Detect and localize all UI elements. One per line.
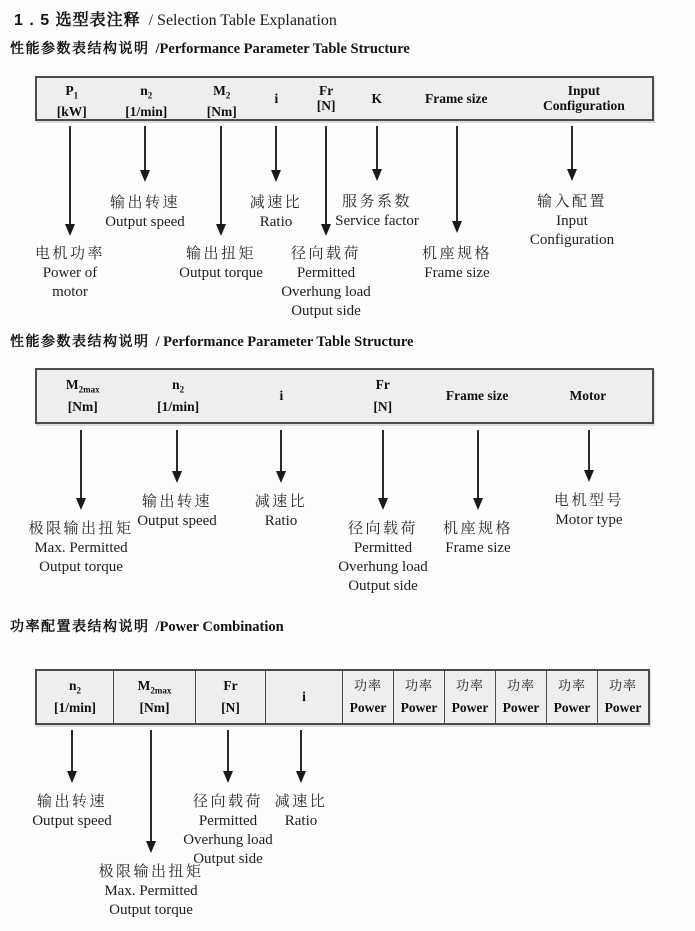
col-k <box>357 78 397 119</box>
col-m2 <box>186 78 258 119</box>
arrow-head-icon <box>65 224 75 236</box>
label-output-speed: 输出转速 Output speed <box>137 493 217 529</box>
col-p1 <box>37 78 107 119</box>
arrow-head-icon <box>76 498 86 510</box>
arrow-output-speed <box>139 126 151 182</box>
arrow-frame-size <box>451 126 463 233</box>
label-output-torque: 输出扭矩 Output torque <box>179 245 263 281</box>
col-unit: [1/min] <box>54 700 96 715</box>
power-cell: 功率 Power <box>496 671 547 723</box>
arrow-head-icon <box>567 169 577 181</box>
col-symbol: Motor <box>569 388 607 403</box>
label-frame-size: 机座规格 Frame size <box>421 245 493 281</box>
arrow-stem <box>456 126 457 221</box>
arrow-ratio <box>270 126 282 182</box>
label-input-configuration: 输入配置 Input Configuration <box>529 193 615 248</box>
arrow-head-icon <box>321 224 331 236</box>
col-fr <box>196 671 266 723</box>
arrow-max-output-torque <box>145 730 157 853</box>
arrow-motor-type <box>583 430 595 482</box>
col-symbol: i <box>274 90 279 106</box>
arrow-stem <box>144 126 145 170</box>
label-output-speed: 输出转速 Output speed <box>105 194 185 230</box>
arrow-output-speed <box>171 430 183 483</box>
arrow-head-icon <box>146 841 156 853</box>
arrow-stem <box>477 430 478 498</box>
arrow-stem <box>300 730 301 771</box>
arrow-head-icon <box>372 169 382 181</box>
col-frame-size <box>430 370 523 422</box>
col-unit: [Nm] <box>67 399 98 414</box>
col-m2max <box>114 671 196 723</box>
col-unit: [kW] <box>56 103 87 119</box>
section3-header-table <box>35 669 650 725</box>
arrow-ratio <box>275 430 287 483</box>
section3-heading <box>10 616 284 636</box>
arrow-head-icon <box>473 498 483 510</box>
arrow-stem <box>571 126 572 169</box>
label-overhung-load: 径向载荷 Permitted Overhung load Output side <box>183 793 273 867</box>
col-unit: Configuration <box>543 98 625 113</box>
col-unit: [N] <box>221 700 240 715</box>
arrow-stem <box>227 730 228 771</box>
arrow-head-icon <box>67 771 77 783</box>
section1-heading-zh: 性能参数表结构说明 <box>10 40 150 56</box>
col-symbol: $M_{2max}$ <box>65 377 100 395</box>
section2-heading <box>10 331 413 351</box>
arrow-overhung-load <box>222 730 234 783</box>
arrow-stem <box>80 430 81 498</box>
label-frame-size: 机座规格 Frame size <box>442 520 514 556</box>
col-m2max <box>37 370 128 422</box>
col-symbol: $n_2$ <box>172 377 185 395</box>
page-title-zh: 1 . 5 选型表注释 <box>14 12 141 29</box>
arrow-stem <box>71 730 72 771</box>
arrow-service-factor <box>371 126 383 181</box>
col-symbol: i <box>302 689 306 704</box>
arrow-stem <box>176 430 177 471</box>
col-i <box>266 671 343 723</box>
col-symbol: $n_2$ <box>140 83 153 101</box>
col-symbol: Frame size <box>445 388 509 403</box>
arrow-stem <box>588 430 589 470</box>
arrow-head-icon <box>378 498 388 510</box>
col-n2 <box>128 370 227 422</box>
section2-heading-en: / Performance Parameter Table Structure <box>155 334 414 350</box>
col-fr <box>295 78 357 119</box>
arrow-stem <box>150 730 151 841</box>
col-unit: [Nm] <box>206 103 237 119</box>
col-symbol: i <box>279 388 284 403</box>
col-input-configuration <box>516 78 652 119</box>
label-output-speed: 输出转速 Output speed <box>32 793 112 829</box>
arrow-stem <box>69 126 70 224</box>
arrow-head-icon <box>276 471 286 483</box>
power-cell: 功率 Power <box>445 671 496 723</box>
arrow-stem <box>220 126 221 224</box>
section3-heading-zh: 功率配置表结构说明 <box>10 618 150 634</box>
col-fr <box>335 370 430 422</box>
arrow-overhung-load <box>377 430 389 510</box>
col-unit: [1/min] <box>157 399 200 414</box>
section2-heading-zh: 性能参数表结构说明 <box>10 333 150 349</box>
label-max-output-torque: 极限输出扭矩 Max. Permitted Output torque <box>98 863 204 918</box>
arrow-stem <box>382 430 383 498</box>
power-cell: 功率 Power <box>604 678 642 715</box>
col-i <box>228 370 335 422</box>
power-cell: 功率 Power <box>343 671 394 723</box>
arrow-power-of-motor <box>64 126 76 236</box>
label-power-of-motor: 电机功率 Power of motor <box>34 245 106 300</box>
section1-heading <box>10 38 410 58</box>
arrow-output-torque <box>215 126 227 236</box>
col-motor <box>524 370 652 422</box>
col-frame-size <box>397 78 516 119</box>
label-service-factor: 服务系数 Service factor <box>335 193 419 229</box>
col-symbol: Fr <box>375 377 390 392</box>
col-symbol: $P_1$ <box>65 83 79 101</box>
arrow-head-icon <box>140 170 150 182</box>
arrow-frame-size <box>472 430 484 510</box>
col-symbol: $n_2$ <box>68 678 81 696</box>
col-symbol: K <box>371 90 383 106</box>
power-cell: 功率 Power <box>547 671 598 723</box>
arrow-head-icon <box>172 471 182 483</box>
col-unit: [1/min] <box>125 103 168 119</box>
col-unit: [N] <box>373 399 393 414</box>
section1-header-table <box>35 76 654 121</box>
arrow-stem <box>325 126 326 224</box>
col-unit: [N] <box>316 98 336 113</box>
section3-heading-en: /Power Combination <box>155 619 284 635</box>
label-motor-type: 电机型号 Motor type <box>553 492 625 528</box>
arrow-head-icon <box>452 221 462 233</box>
col-unit: [Nm] <box>139 700 170 715</box>
label-ratio: 减速比 Ratio <box>249 194 303 230</box>
col-symbol: $M_2$ <box>213 83 231 101</box>
section1-heading-en: /Performance Parameter Table Structure <box>155 41 410 57</box>
col-symbol: Input <box>567 83 601 98</box>
col-symbol: $M_{2max}$ <box>137 678 172 696</box>
arrow-stem <box>280 430 281 471</box>
arrow-head-icon <box>584 470 594 482</box>
page-title <box>14 7 337 30</box>
arrow-head-icon <box>296 771 306 783</box>
col-symbol: Frame size <box>424 90 488 106</box>
label-ratio: 减速比 Ratio <box>274 793 328 829</box>
arrow-head-icon <box>223 771 233 783</box>
col-n2 <box>37 671 114 723</box>
col-n2 <box>107 78 186 119</box>
section2-header-table <box>35 368 654 424</box>
label-max-output-torque: 极限输出扭矩 Max. Permitted Output torque <box>28 520 134 575</box>
arrow-stem <box>376 126 377 169</box>
arrow-ratio <box>295 730 307 783</box>
col-i <box>258 78 296 119</box>
page-title-en: / Selection Table Explanation <box>148 12 337 29</box>
col-symbol: Fr <box>318 83 334 98</box>
label-overhung-load: 径向载荷 Permitted Overhung load Output side <box>281 245 371 319</box>
arrow-output-speed <box>66 730 78 783</box>
arrow-head-icon <box>216 224 226 236</box>
arrow-stem <box>275 126 276 170</box>
label-ratio: 减速比 Ratio <box>254 493 308 529</box>
arrow-max-output-torque <box>75 430 87 510</box>
arrow-overhung-load <box>320 126 332 236</box>
label-overhung-load: 径向载荷 Permitted Overhung load Output side <box>338 520 428 594</box>
arrow-input-configuration <box>566 126 578 181</box>
arrow-head-icon <box>271 170 281 182</box>
col-symbol: Fr <box>223 678 238 693</box>
power-cell: 功率 Power <box>394 671 445 723</box>
